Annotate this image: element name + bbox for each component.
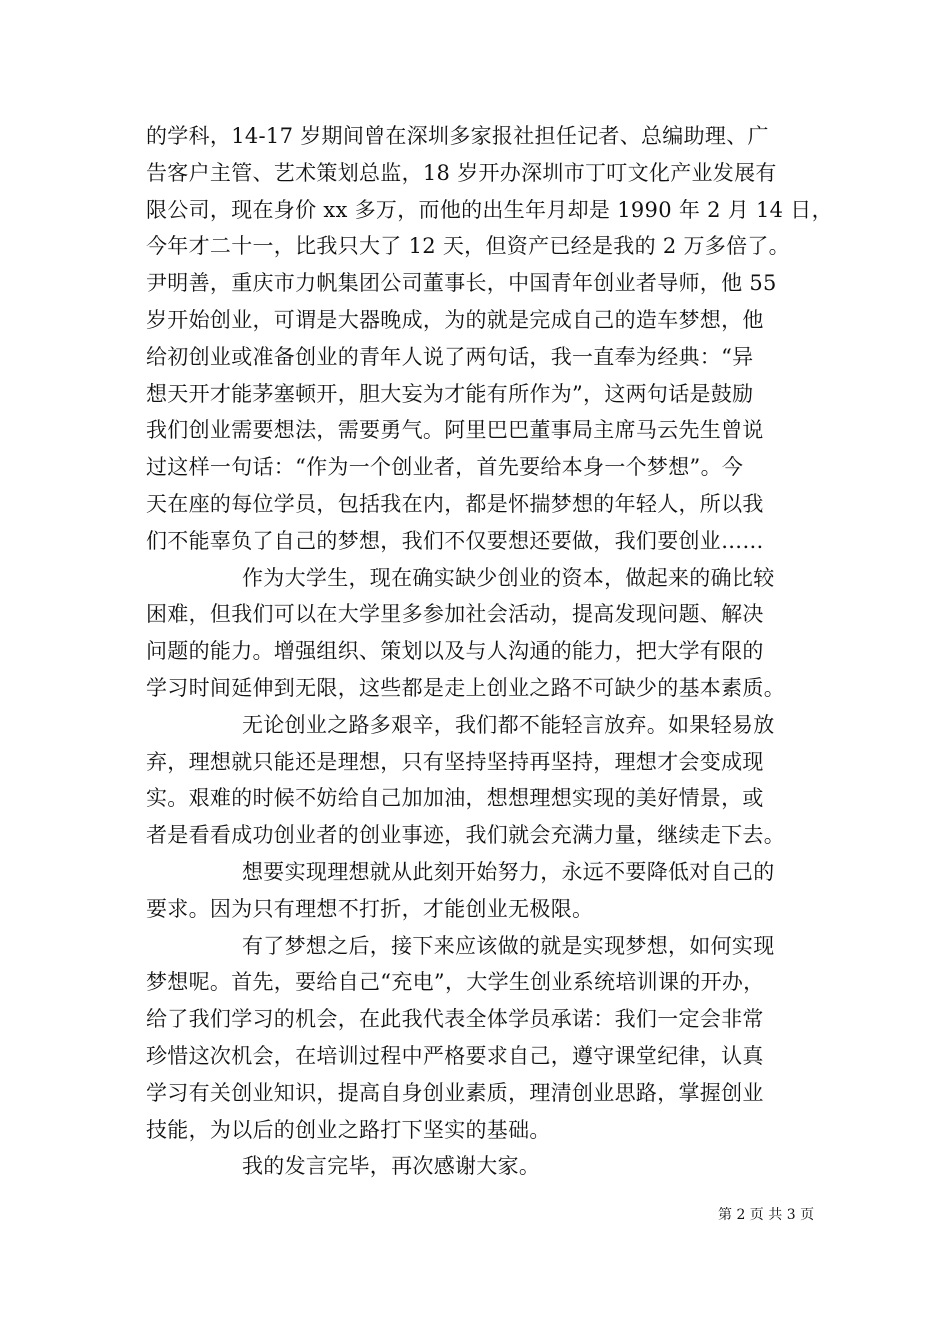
text-line: 给初创业或准备创业的青年人说了两句话，我一直奉为经典：“异 [146, 344, 754, 369]
text-line: 过这样一句话：“作为一个创业者，首先要给本身一个梦想”。今 [146, 455, 744, 480]
paragraph-start-line: 我的发言完毕，再次感谢大家。 [242, 1154, 541, 1179]
text-line: 给了我们学习的机会，在此我代表全体学员承诺：我们一定会非常 [146, 1007, 764, 1032]
text-line: 问题的能力。增强组织、策划以及与人沟通的能力，把大学有限的 [146, 639, 764, 664]
paragraph-start-line: 无论创业之路多艰辛，我们都不能轻言放弃。如果轻易放 [242, 712, 775, 737]
text-line: 学习时间延伸到无限，这些都是走上创业之路不可缺少的基本素质。 [146, 675, 785, 700]
text-line: 们不能辜负了自己的梦想，我们不仅要想还要做，我们要创业…… [146, 528, 764, 553]
text-line: 天在座的每位学员，包括我在内，都是怀揣梦想的年轻人，所以我 [146, 491, 764, 516]
page-number-footer: 第 2 页 共 3 页 [718, 1207, 815, 1223]
paragraph-start-line: 作为大学生，现在确实缺少创业的资本，做起来的确比较 [242, 565, 775, 590]
text-line: 的学科，14-17 岁期间曾在深圳多家报社担任记者、总编助理、广 [146, 124, 769, 148]
text-line: 尹明善，重庆市力帆集团公司董事长，中国青年创业者导师，他 55 [146, 271, 777, 296]
text-line: 想天开才能茅塞顿开，胆大妄为才能有所作为”，这两句话是鼓励 [146, 381, 754, 406]
paragraph-start-line: 有了梦想之后，接下来应该做的就是实现梦想，如何实现 [242, 933, 775, 958]
text-line: 者是看看成功创业者的创业事迹，我们就会充满力量，继续走下去。 [146, 823, 785, 848]
paragraph-start-line: 想要实现理想就从此刻开始努力，永远不要降低对自己的 [242, 859, 775, 884]
text-line: 弃，理想就只能还是理想，只有坚持坚持再坚持，理想才会变成现 [146, 749, 764, 774]
text-line: 要求。因为只有理想不打折，才能创业无极限。 [146, 896, 594, 921]
text-line: 珍惜这次机会，在培训过程中严格要求自己，遵守课堂纪律，认真 [146, 1043, 764, 1068]
text-line: 梦想呢。首先，要给自己“充电”，大学生创业系统培训课的开办， [146, 970, 765, 995]
text-line: 今年才二十一，比我只大了 12 天，但资产已经是我的 2 万多倍了。 [146, 234, 790, 259]
text-line: 困难，但我们可以在大学里多参加社会活动，提高发现问题、解决 [146, 602, 764, 627]
text-line: 告客户主管、艺术策划总监，18 岁开办深圳市丁叮文化产业发展有 [146, 160, 777, 185]
text-line: 我们创业需要想法，需要勇气。阿里巴巴董事局主席马云先生曾说 [146, 418, 764, 443]
text-line: 岁开始创业，可谓是大器晚成，为的就是完成自己的造车梦想，他 [146, 307, 764, 332]
text-line: 限公司，现在身价 xx 多万，而他的出生年月却是 1990 年 2 月 14 日， [146, 197, 833, 222]
text-line: 技能，为以后的创业之路打下坚实的基础。 [146, 1117, 551, 1142]
text-line: 学习有关创业知识，提高自身创业素质，理清创业思路，掌握创业 [146, 1080, 764, 1105]
text-line: 实。艰难的时候不妨给自己加加油，想想理想实现的美好情景，或 [146, 786, 764, 811]
body-text [146, 118, 833, 1185]
